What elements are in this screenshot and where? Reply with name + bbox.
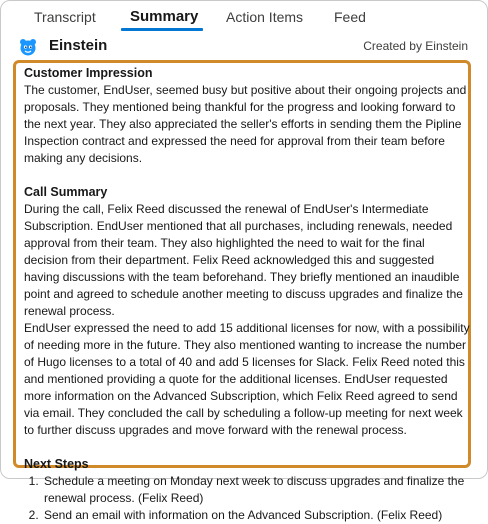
summary-content-box [13, 60, 471, 522]
next-steps-heading: Next Steps [24, 457, 89, 471]
customer-impression-text: The customer, EndUser, seemed busy but positive about their ongoing projects and proposals. They mentioned being thankful for the progress and looking forward to the next year. They also appreciated the seller's efforts in sending them the Pipline Inspection contract and expressed the need for approval from their team before making any decisions. [24, 83, 467, 165]
next-steps-list [24, 473, 470, 524]
tab-transcript[interactable]: Transcript [34, 9, 96, 25]
tab-feed[interactable]: Feed [334, 9, 366, 25]
einstein-icon [17, 36, 39, 58]
summary-text [24, 65, 470, 524]
call-summary-paragraph: EndUser expressed the need to add 15 additional licenses for now, with a possibility of needing more in the future. They also mentioned wanting to increase the number of Hugo licenses to a total of 40 and add 5 licenses for Slack. Felix Reed noted this and mentioned providing a quote for the additional licenses. EndUser requested more information on the Advanced Subscription, which Felix Reed agreed to send via email. They concluded the call by scheduling a follow-up meeting for next week to further discuss upgrades and move forward with the renewal process. [24, 321, 470, 437]
tab-summary[interactable]: Summary [130, 8, 199, 25]
next-step-item: 1. Schedule a meeting on Monday next week to discuss upgrades and finalize the renewal process. (Felix Reed) [42, 473, 470, 507]
tab-bar [1, 1, 487, 31]
next-step-item: 2. Send an email with information on the Advanced Subscription. (Felix Reed) [42, 507, 470, 524]
call-summary-paragraph: During the call, Felix Reed discussed the renewal of EndUser's Intermediate Subscription. EndUser mentioned that all purchases, including renewals, needed approval from their team. They also highlighted the need to wait for the final decision from their department. Felix Reed acknowledged this and suggested having discussions with the team beforehand. They briefly mentioned an inaudible point and agreed to schedule another meeting to discuss upgrades and finalize the renewal process. [24, 202, 463, 318]
tab-action-items[interactable]: Action Items [226, 9, 304, 25]
einstein-title: Einstein [49, 37, 108, 54]
call-summary-heading: Call Summary [24, 185, 108, 199]
customer-impression-heading: Customer Impression [24, 66, 153, 80]
created-by-label: Created by Einstein [363, 39, 468, 53]
